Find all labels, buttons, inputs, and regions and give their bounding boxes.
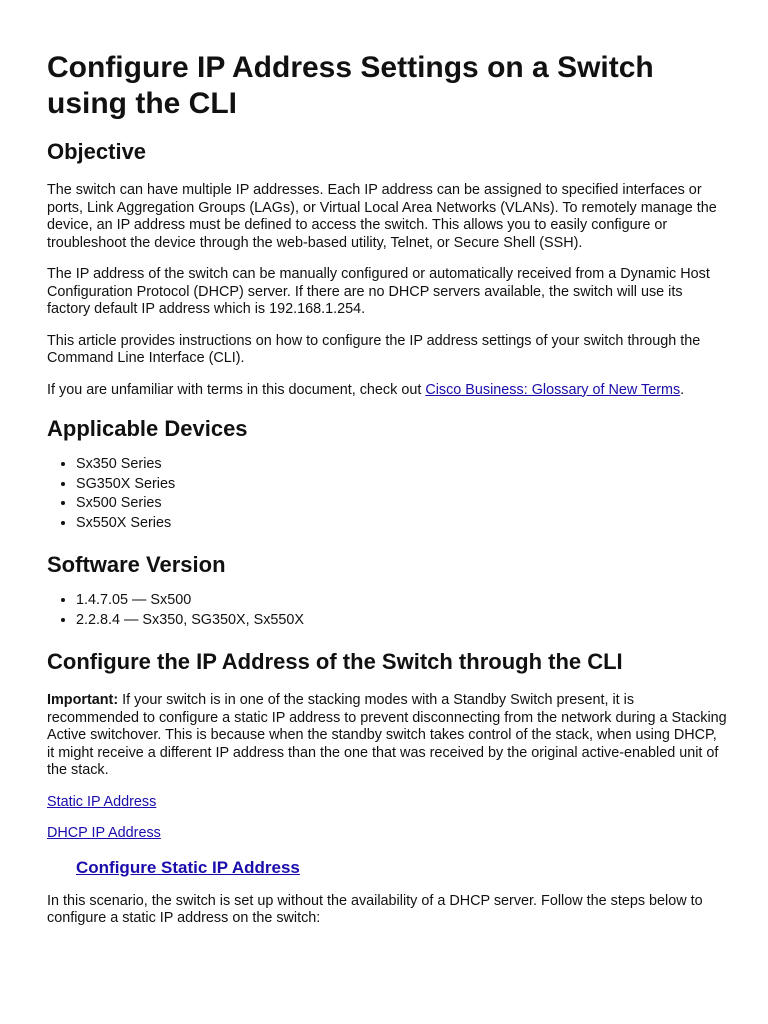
list-item: • Sx550X Series [76,514,727,534]
list-item: • Sx500 Series [76,494,727,514]
objective-paragraph-2: The IP address of the switch can be manually configured or automatically received from a Dynamic Host Configuration Protocol (DHCP) server. If there are no DHCP servers available, the switch will use its factory default IP address which is 192.168.1.254. [47,266,710,317]
devices-list [47,455,727,533]
configure-heading: Configure the IP Address of the Switch through the CLI [47,649,623,674]
static-ip-subheading [76,857,727,879]
scenario-paragraph: In this scenario, the switch is set up without the availability of a DHCP server. Follow the steps below to configure a static IP address on the switch: [47,892,703,926]
important-text: If your switch is in one of the stacking modes with a Standby Switch present, it is recommended to configure a static IP address to prevent disconnecting from the network during a Stacking Active switchover. This is because when the standby switch takes control of the stack, when using DHCP, it might receive a different IP address than the one that was received by the original active-enabled unit of the stack. [47,692,727,778]
applicable-devices-heading: Applicable Devices [47,416,248,441]
objective-heading: Objective [47,139,147,164]
list-item: • Sx350 Series [76,455,727,475]
glossary-link[interactable]: Cisco Business: Glossary of New Terms [425,381,681,398]
page-title: Configure IP Address Settings on a Switch using the CLI [47,51,654,120]
glossary-intro-text: If you are unfamiliar with terms in this document, check out [47,381,426,398]
list-item: • 1.4.7.05 — Sx500 [76,591,727,611]
software-version-heading: Software Version [47,552,226,577]
configure-static-ip-link[interactable]: Configure Static IP Address [76,857,300,877]
objective-paragraph-4 [47,382,727,400]
important-label: Important: [47,692,119,708]
objective-paragraph-3: This article provides instructions on how to configure the IP address settings of your switch through the Command Line Interface (CLI). [47,332,701,366]
list-item: • SG350X Series [76,475,727,495]
objective-paragraph-1: The switch can have multiple IP addresses. Each IP address can be assigned to specified interfaces or ports, Link Aggregation Groups (LAGs), or Virtual Local Area Networks (VLANs). To remotely manage the device, an IP address must be defined to access the switch. This allows you to easily configure or troubleshoot the device through the web-based utility, Telnet, or Secure Shell (SSH). [47,182,717,251]
static-ip-link[interactable]: Static IP Address [47,793,157,810]
document-page [47,50,727,942]
glossary-suffix: . [680,381,685,398]
list-item: • 2.2.8.4 — Sx350, SG350X, Sx550X [76,611,727,631]
important-note [47,692,727,780]
dhcp-ip-link[interactable]: DHCP IP Address [47,825,161,841]
static-link-paragraph [47,794,727,812]
dhcp-link-paragraph [47,825,727,843]
software-list [47,591,727,630]
